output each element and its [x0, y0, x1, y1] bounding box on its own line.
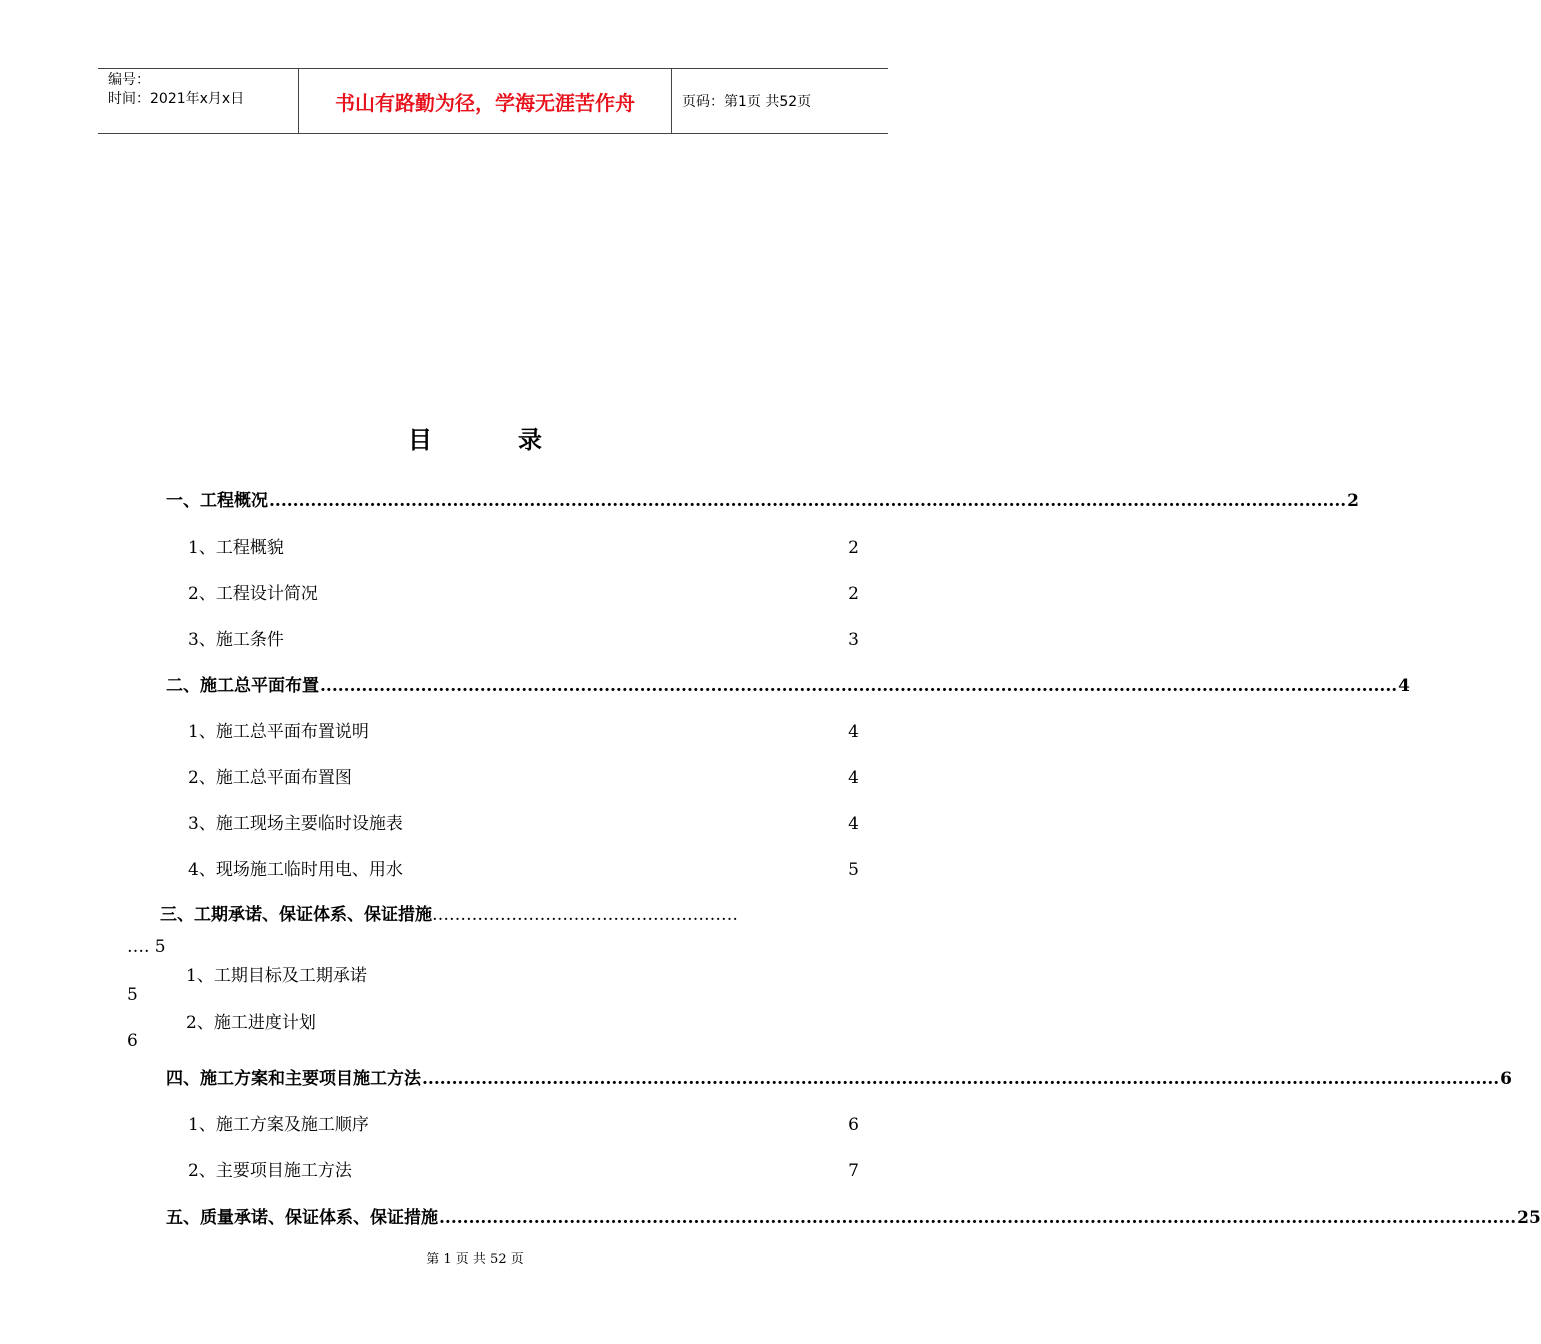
toc-entry[interactable] — [188, 625, 859, 651]
toc-entry-label: 1、施工方案及施工顺序 — [188, 1115, 369, 1135]
toc-entry[interactable] — [188, 717, 859, 743]
toc-entry-page: 6 — [127, 1031, 138, 1051]
toc-entry-page: 2 — [848, 538, 859, 558]
toc-entry-page: 2 — [848, 584, 859, 604]
toc-entry-label[interactable]: 1、工期目标及工期承诺 — [186, 966, 367, 986]
toc-title-left: 目 — [408, 426, 432, 454]
header-meta — [98, 69, 299, 133]
toc-entry[interactable] — [188, 533, 859, 559]
toc-leader: ……………………………………………… — [432, 905, 738, 925]
toc-entry-page: 4 — [848, 768, 859, 788]
toc-entry[interactable] — [188, 809, 859, 835]
toc-entry-label: 2、工程设计简况 — [188, 584, 318, 604]
toc-entry-page: 5 — [127, 985, 138, 1005]
header-time: 时间：2021年x月x日 — [108, 91, 245, 107]
toc-entry-page: 5 — [848, 860, 859, 880]
toc-entry[interactable] — [188, 855, 859, 881]
toc-entry-page: 2 — [1347, 491, 1360, 511]
toc-leader: ...................................................................................................................................................................................... — [439, 1208, 1517, 1228]
toc-entry-page: 4 — [1398, 676, 1411, 696]
toc-leader: ...................................................................................................................................................................................... — [422, 1069, 1500, 1089]
toc-entry-label: 一、工程概况 — [166, 491, 268, 511]
toc-entry[interactable] — [166, 671, 1411, 697]
toc-leader: ...................................................................................................................................................................................... — [320, 676, 1398, 696]
header-motto: 书山有路勤为径，学海无涯苦作舟 — [299, 69, 672, 133]
header-page-info: 页码：第1页 共52页 — [682, 94, 812, 110]
toc-entry-page: 7 — [848, 1161, 859, 1181]
toc-entry-label: 二、施工总平面布置 — [166, 676, 319, 696]
page-header — [98, 68, 888, 134]
toc-entry[interactable] — [188, 1156, 859, 1182]
toc-entry-page: 4 — [848, 722, 859, 742]
toc-entry-page: 6 — [848, 1115, 859, 1135]
toc-entry[interactable] — [166, 1203, 1541, 1229]
toc-entry-page: 3 — [848, 630, 859, 650]
toc-entry[interactable] — [188, 1110, 859, 1136]
toc-entry-label: 2、主要项目施工方法 — [188, 1161, 352, 1181]
toc-entry-label: 三、工期承诺、保证体系、保证措施 — [160, 905, 432, 925]
toc-entry-label: 1、施工总平面布置说明 — [188, 722, 369, 742]
toc-entry[interactable] — [166, 486, 1360, 512]
toc-entry[interactable] — [166, 1064, 1513, 1090]
toc-entry-continuation: …. 5 — [127, 937, 166, 957]
toc-entry[interactable] — [188, 763, 859, 789]
toc-entry-label: 3、施工条件 — [188, 630, 284, 650]
toc-leader: ...................................................................................................................................................................................... — [269, 491, 1347, 511]
toc-title — [0, 420, 950, 455]
toc-entry-label: 五、质量承诺、保证体系、保证措施 — [166, 1208, 438, 1228]
toc-entry-label: 3、施工现场主要临时设施表 — [188, 814, 403, 834]
header-number: 编号： — [108, 72, 150, 88]
toc-entry-label: 1、工程概貌 — [188, 538, 284, 558]
toc-entry-label: 四、施工方案和主要项目施工方法 — [166, 1069, 421, 1089]
toc-entry-label: 2、施工总平面布置图 — [188, 768, 352, 788]
toc-entry-page: 25 — [1517, 1208, 1541, 1228]
toc-entry-page: 4 — [848, 814, 859, 834]
toc-entry-label[interactable]: 2、施工进度计划 — [186, 1013, 316, 1033]
toc-entry[interactable] — [160, 900, 738, 925]
toc-entry-label: 4、现场施工临时用电、用水 — [188, 860, 403, 880]
page-footer: 第 1 页 共 52 页 — [426, 1252, 524, 1267]
toc-title-right: 录 — [518, 426, 542, 454]
toc-entry-page: 6 — [1500, 1069, 1513, 1089]
toc-entry[interactable] — [188, 579, 859, 605]
